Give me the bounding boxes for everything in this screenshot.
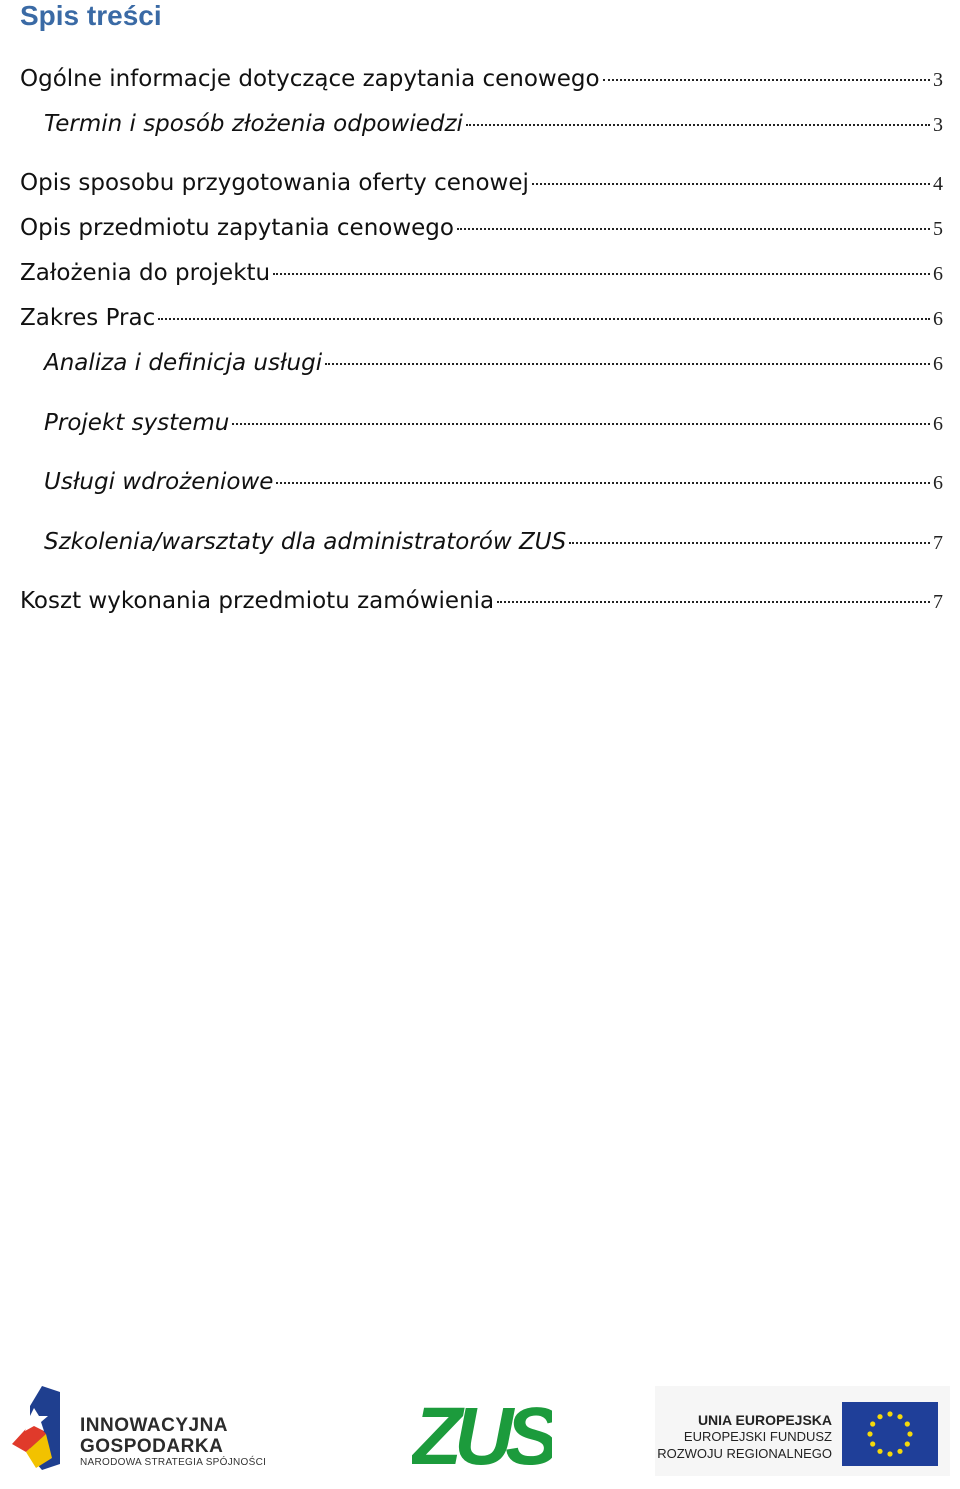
toc-page-number: 6 (933, 472, 943, 494)
toc-dot-leader (466, 124, 930, 126)
toc-entry-label: Ogólne informacje dotyczące zapytania cenowego (20, 66, 600, 92)
toc-dot-leader (325, 363, 930, 365)
toc-entry-opis-przedmiotu[interactable] (20, 215, 943, 245)
toc-entry-label: Termin i sposób złożenia odpowiedzi (44, 111, 463, 137)
toc-dot-leader (273, 273, 930, 275)
toc-entry-label: Analiza i definicja usługi (44, 350, 323, 376)
innowacyjna-gospodarka-mark-icon (12, 1386, 74, 1470)
logo-ue-line3: ROZWOJU REGIONALNEGO (657, 1446, 832, 1461)
toc-entry-label: Opis sposobu przygotowania oferty cenowej (20, 170, 529, 196)
logo-ig-line2: GOSPODARKA (80, 1436, 224, 1457)
eu-star-icon (887, 1451, 892, 1456)
toc-entry-zakres-prac[interactable] (20, 305, 943, 335)
toc-page-number: 6 (933, 263, 943, 285)
logo-ue-line2: EUROPEJSKI FUNDUSZ (683, 1429, 832, 1444)
toc-dot-leader (158, 318, 930, 320)
eu-star-icon (877, 1449, 882, 1454)
toc-entry-szkolenia[interactable] (44, 529, 943, 559)
zus-logo-text: ZUS (412, 1394, 552, 1474)
toc-page-number: 3 (933, 69, 943, 91)
toc-entry-koszt[interactable] (20, 588, 943, 618)
toc-page-number: 7 (933, 532, 943, 554)
toc-entry-label: Zakres Prac (20, 305, 156, 331)
toc-dot-leader (603, 79, 930, 81)
toc-entry-uslugi-wdrozeniowe[interactable] (44, 469, 943, 499)
eu-star-icon (887, 1411, 892, 1416)
toc-page-number: 4 (933, 173, 943, 195)
toc-dot-leader (457, 228, 930, 230)
toc-page-number: 7 (933, 591, 943, 613)
toc-entry-label: Usługi wdrożeniowe (44, 469, 274, 495)
logo-ue-line1: UNIA EUROPEJSKA (697, 1412, 832, 1428)
toc-entry-termin[interactable] (44, 111, 943, 141)
zus-logo (412, 1394, 552, 1474)
toc-page-number: 6 (933, 413, 943, 435)
toc-entry-label: Projekt systemu (44, 410, 230, 436)
toc-page-number: 5 (933, 218, 943, 240)
eu-star-icon (877, 1414, 882, 1419)
eu-flag-icon (842, 1402, 938, 1466)
toc-entry-opis-sposobu[interactable] (20, 170, 943, 200)
toc-entry-zalozenia[interactable] (20, 260, 943, 290)
toc-title: Spis treści (20, 0, 162, 31)
eu-star-icon (870, 1421, 875, 1426)
toc-entry-label: Opis przedmiotu zapytania cenowego (20, 215, 454, 241)
footer-logos (0, 1378, 960, 1478)
toc-dot-leader (532, 183, 930, 185)
eu-star-icon (870, 1441, 875, 1446)
toc-dot-leader (232, 423, 930, 425)
eu-star-icon (867, 1431, 872, 1436)
toc-entry-ogolne-informacje[interactable] (20, 66, 943, 96)
eu-star-icon (897, 1449, 902, 1454)
toc-page-number: 6 (933, 353, 943, 375)
toc-dot-leader (569, 542, 930, 544)
logo-ig-line1: INNOWACYJNA (80, 1415, 229, 1436)
toc-entry-analiza[interactable] (44, 350, 943, 380)
toc-dot-leader (276, 482, 930, 484)
toc-entry-label: Szkolenia/warsztaty dla administratorów ZUS (44, 529, 567, 555)
eu-erdf-logo (655, 1386, 950, 1476)
eu-star-icon (905, 1441, 910, 1446)
eu-star-icon (905, 1421, 910, 1426)
eu-star-icon (897, 1414, 902, 1419)
toc-page-number: 3 (933, 114, 943, 136)
toc-entry-label: Koszt wykonania przedmiotu zamówienia (20, 588, 495, 614)
toc-dot-leader (497, 601, 930, 603)
logo-ig-line3: NARODOWA STRATEGIA SPÓJNOŚCI (80, 1457, 267, 1468)
innowacyjna-gospodarka-logo (12, 1386, 267, 1470)
eu-star-icon (907, 1431, 912, 1436)
toc-entry-projekt-systemu[interactable] (44, 410, 943, 440)
toc-page-number: 6 (933, 308, 943, 330)
toc-entry-label: Założenia do projektu (20, 260, 271, 286)
